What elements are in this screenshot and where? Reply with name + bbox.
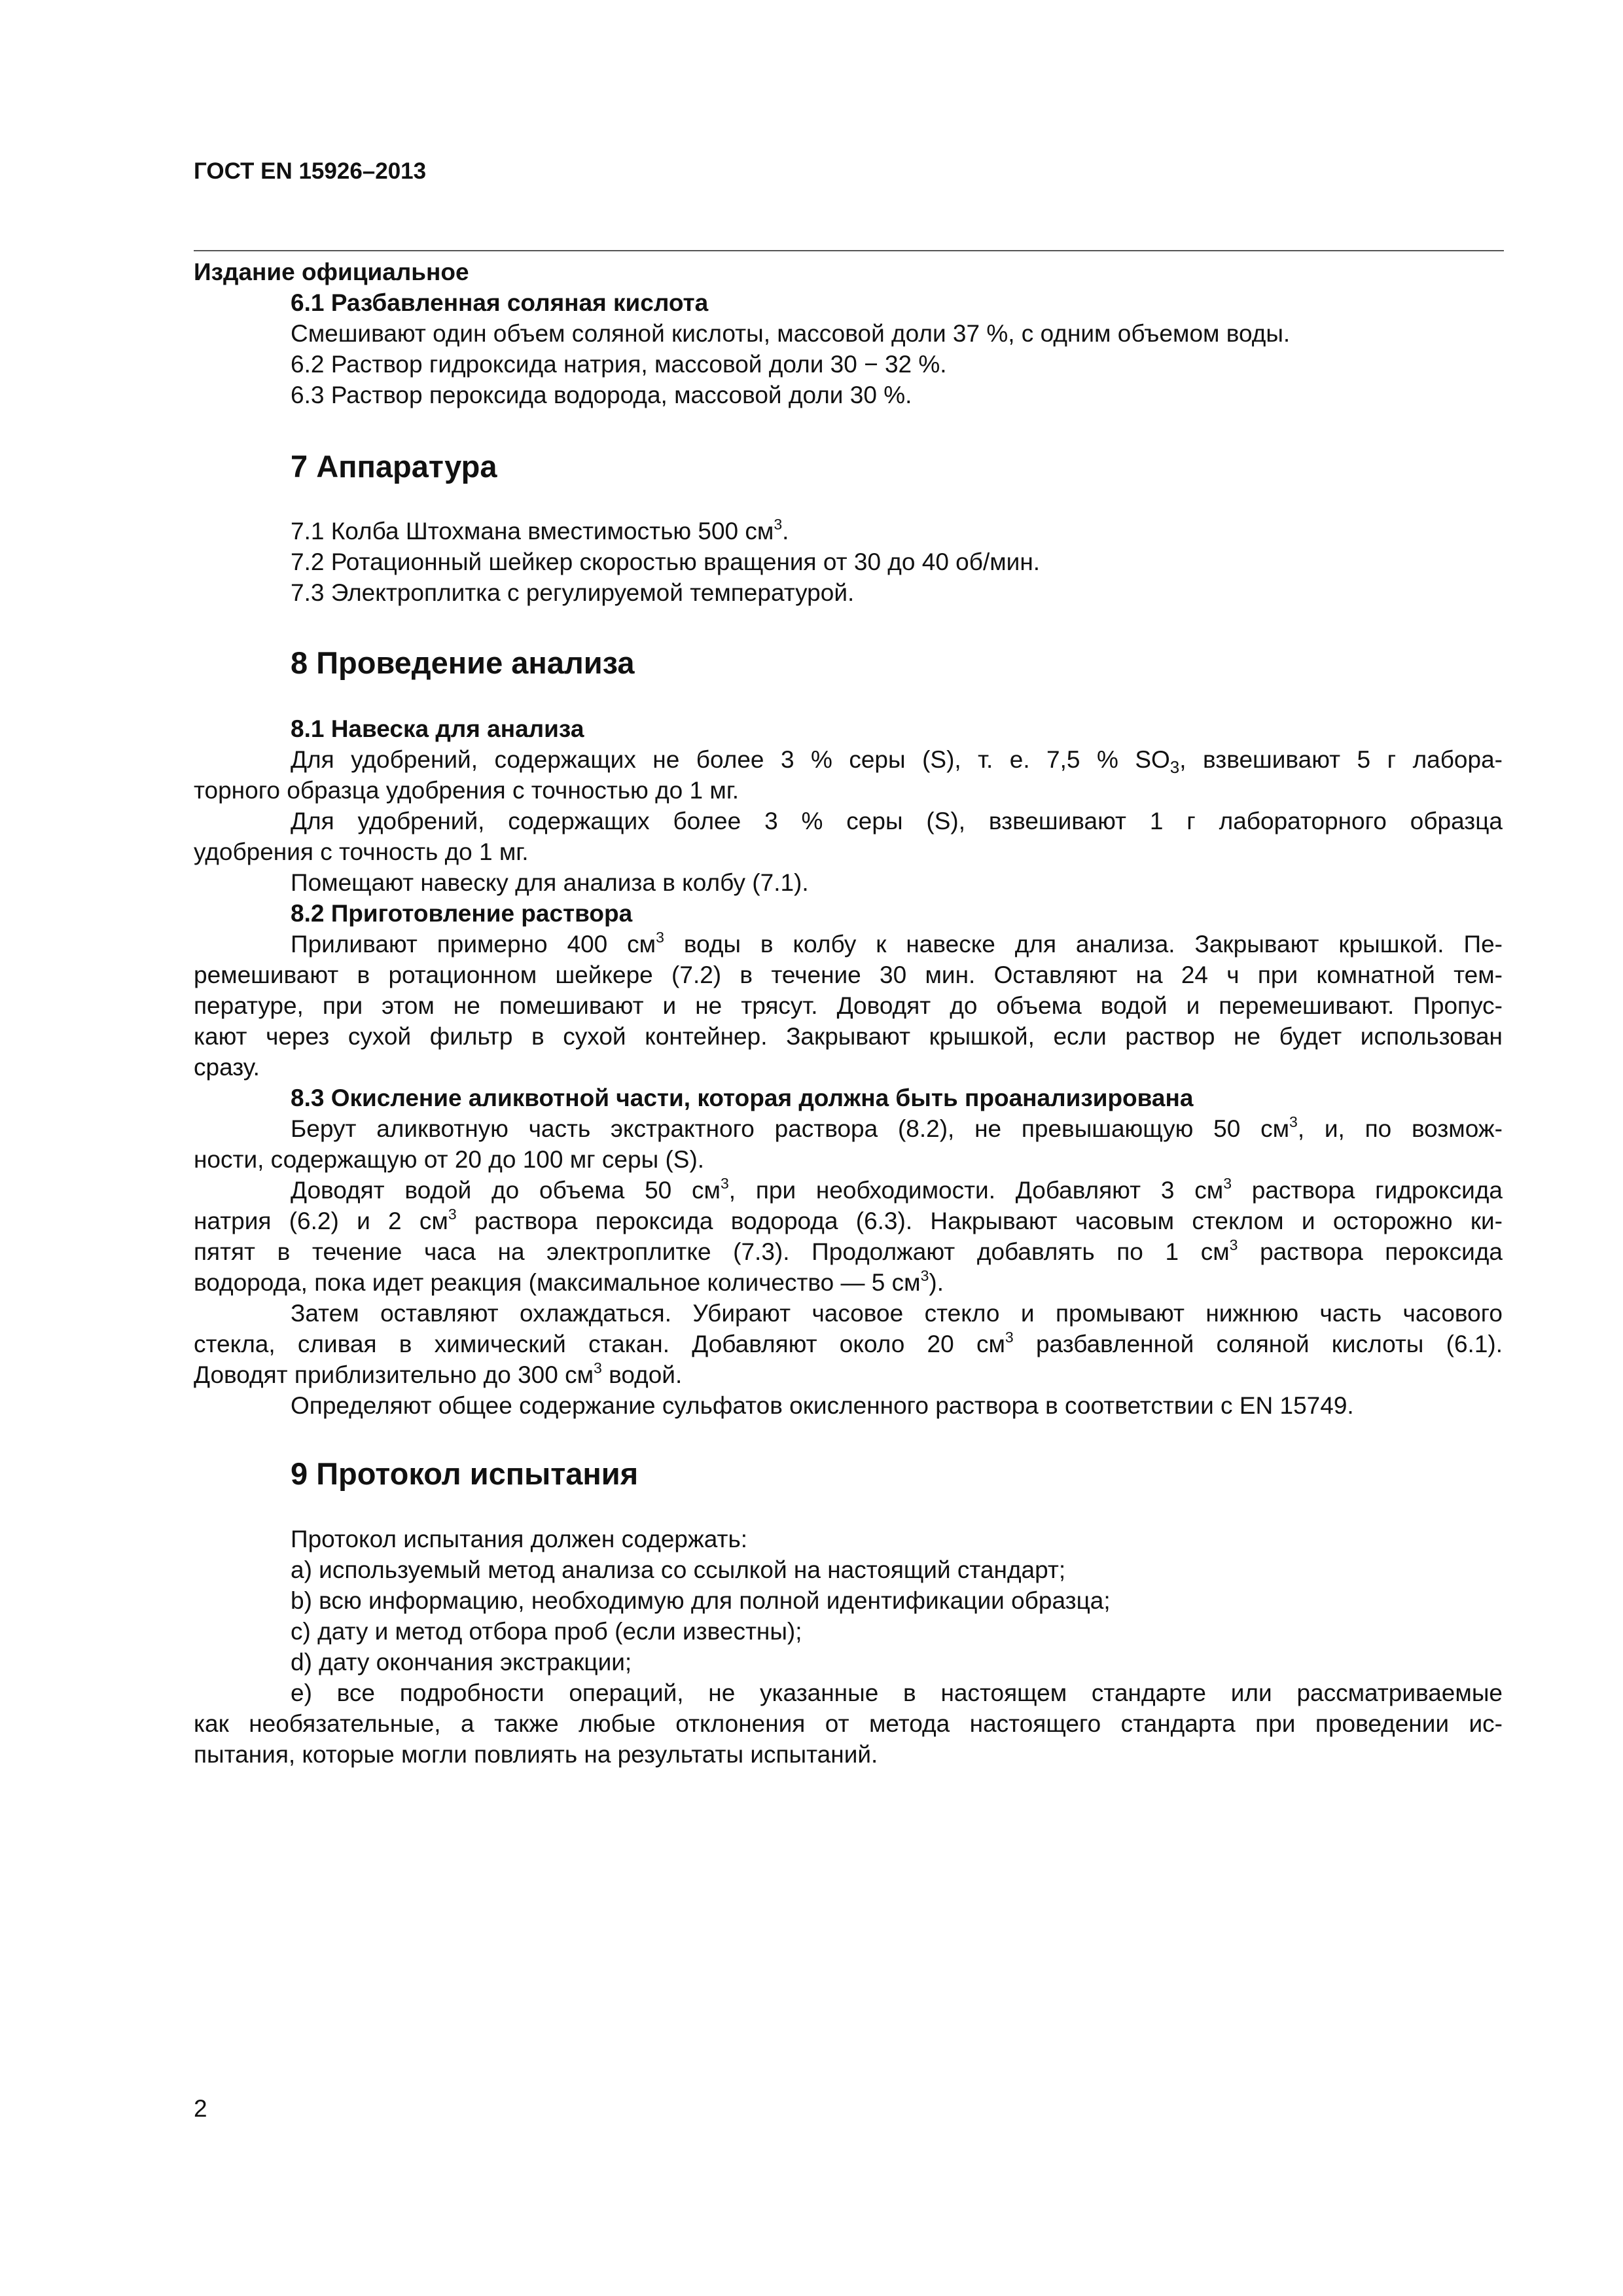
clause-7-2: 7.2 Ротационный шейкер скоростью вращения от 30 до 40 об/мин. [291, 548, 1041, 575]
document-code: ГОСТ EN 15926–2013 [194, 158, 427, 184]
para-line: Для удобрений, содержащих не более 3 % серы (S), т. е. 7,5 % $SO_3$, взвешивают 5 г лабора- [291, 746, 1503, 777]
clause-8-1-title: 8.1 Навеска для анализа [291, 715, 584, 742]
para-line: кают через сухой фильтр в сухой контейнер. Закрывают крышкой, если раствор не будет использован [194, 1023, 1503, 1050]
list-item: c) дату и метод отбора проб (если известны); [291, 1618, 802, 1645]
para-line: ремешивают в ротационном шейкере (7.2) в течение 30 мин. Оставляют на 24 ч при комнатной тем- [194, 961, 1503, 988]
clause-8-3-title: 8.3 Окисление аликвотной части, которая должна быть проанализирована [291, 1085, 1194, 1111]
clause-6-1-text: Смешивают один объем соляной кислоты, массовой доли 37 %, с одним объемом воды. [291, 320, 1291, 347]
heading-7: 7 Аппаратура [291, 449, 497, 484]
heading-9: 9 Протокол испытания [291, 1456, 639, 1491]
clause-6-1-title: 6.1 Разбавленная соляная кислота [291, 289, 709, 316]
heading-8: 8 Проведение анализа [291, 645, 635, 680]
list-item: d) дату окончания экстракции; [291, 1649, 632, 1676]
para-line: ности, содержащую от 20 до 100 мг серы (S). [194, 1146, 705, 1173]
list-intro: Протокол испытания должен содержать: [291, 1526, 748, 1552]
para-line: Доводят приблизительно до 300 $см^3$ водой. [194, 1359, 683, 1388]
para-line: Берут аликвотную часть экстрактного раствора (8.2), не превышающую 50 $см^3$, и, по возмож- [291, 1113, 1503, 1142]
para-line: удобрения с точность до 1 мг. [194, 838, 529, 865]
clause-7-3: 7.3 Электроплитка с регулируемой температурой. [291, 579, 855, 606]
clause-6-3: 6.3 Раствор пероксида водорода, массовой доли 30 %. [291, 382, 912, 408]
list-item-continued: как необязательные, а также любые отклонения от метода настоящего стандарта при проведении ис- [194, 1710, 1503, 1737]
page-number: 2 [194, 2095, 207, 2122]
para-line: Приливают примерно 400 $см^3$ воды в колбу к навеске для анализа. Закрывают крышкой. Пе- [291, 929, 1503, 958]
para-line: стекла, сливая в химический стакан. Добавляют около 20 $см^3$ разбавленной соляной кислоты (6.1). [194, 1329, 1503, 1357]
para-line: пятят в течение часа на электроплитке (7.3). Продолжают добавлять по 1 $см^3$ раствора пероксида [194, 1236, 1503, 1265]
para-line: пературе, при этом не помешивают и не трясут. Доводят до объема водой и перемешивают. Пропус- [194, 992, 1503, 1019]
edition-label: Издание официальное [194, 259, 469, 285]
clause-8-2-title: 8.2 Приготовление раствора [291, 900, 633, 927]
para-line: Для удобрений, содержащих более 3 % серы (S), взвешивают 1 г лабораторного образца [291, 808, 1503, 834]
para-line: натрия (6.2) и 2 $см^3$ раствора пероксида водорода (6.3). Накрывают часовым стеклом и осторожно ки- [194, 1206, 1503, 1234]
list-item: b) всю информацию, необходимую для полной идентификации образца; [291, 1587, 1111, 1614]
list-item-continued: пытания, которые могли повлиять на результаты испытаний. [194, 1741, 878, 1768]
clause-7-1: 7.1 Колба Штохмана вместимостью 500 $см^3$. [291, 516, 789, 545]
clause-6-2: 6.2 Раствор гидроксида натрия, массовой доли 30 − 32 %. [291, 351, 947, 378]
para-line: Помещают навеску для анализа в колбу (7.1). [291, 869, 809, 896]
para-line: торного образца удобрения с точностью до 1 мг. [194, 777, 740, 804]
para-line: сразу. [194, 1054, 260, 1081]
header-rule [194, 250, 1504, 251]
para-line: водорода, пока идет реакция (максимальное количество — 5 $см^3$). [194, 1267, 944, 1296]
para-line: Доводят водой до объема 50 $см^3$, при необходимости. Добавляют 3 $см^3$ раствора гидроксида [291, 1175, 1503, 1204]
para-line: Определяют общее содержание сульфатов окисленного раствора в соответствии с EN 15749. [291, 1392, 1354, 1419]
list-item: e) все подробности операций, не указанные в настоящем стандарте или рассматриваемые [291, 1679, 1503, 1706]
para-line: Затем оставляют охлаждаться. Убирают часовое стекло и промывают нижнюю часть часового [291, 1300, 1503, 1327]
list-item: a) используемый метод анализа со ссылкой на настоящий стандарт; [291, 1556, 1066, 1583]
